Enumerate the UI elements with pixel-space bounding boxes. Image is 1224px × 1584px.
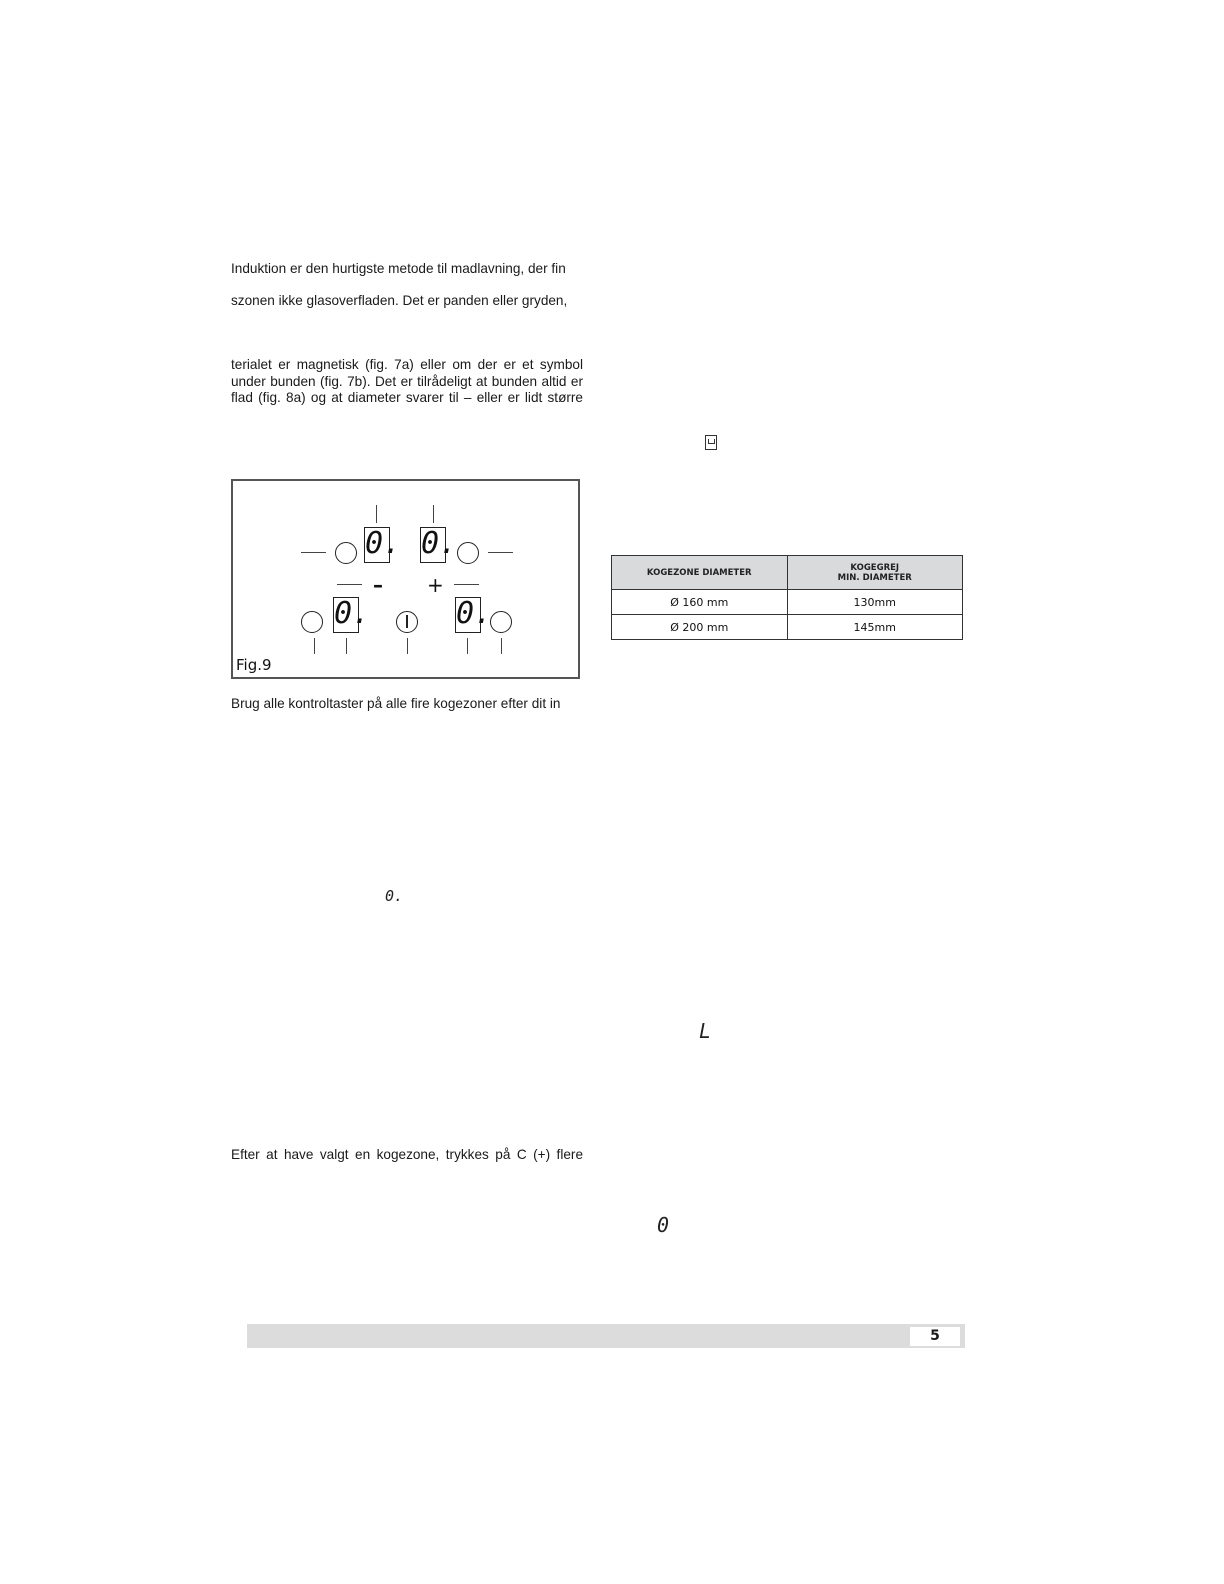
display-l-glyph: L	[699, 1019, 712, 1043]
table-cell: 145mm	[787, 615, 963, 640]
leader-line	[488, 552, 513, 553]
leader-line	[337, 584, 362, 585]
table-header-line: KOGEGREJ	[850, 562, 900, 573]
table-header-line: MIN. DIAMETER	[837, 572, 912, 583]
display-zero-glyph: 0	[657, 1213, 670, 1237]
zone-display: 0.	[365, 526, 402, 561]
leader-line	[376, 505, 377, 523]
leader-line	[433, 505, 434, 523]
paragraph-line: flad (fig. 8a) og at diameter svarer til – eller er lidt større	[231, 390, 583, 405]
leader-line	[314, 638, 315, 654]
paragraph-line: terialet er magnetisk (fig. 7a) eller om der er et symbol	[231, 357, 583, 372]
minus-icon: –	[373, 573, 383, 597]
cookware-diameter-table	[611, 555, 963, 640]
pan-detected-icon	[705, 435, 717, 450]
zone-select-button-icon	[335, 542, 357, 564]
table-cell: Ø 160 mm	[612, 590, 788, 615]
zone-display: 0.	[456, 596, 493, 631]
paragraph-line: Brug alle kontroltaster på alle fire kogezoner efter dit in	[231, 696, 561, 711]
zone-display: 0.	[421, 526, 458, 561]
table-cell: 130mm	[787, 590, 963, 615]
footer-bar	[247, 1324, 965, 1348]
page-number: 5	[910, 1327, 960, 1346]
plus-icon: +	[427, 573, 444, 597]
zone-select-button-icon	[301, 611, 323, 633]
leader-line	[501, 638, 502, 654]
leader-line	[454, 584, 479, 585]
table-header: KOGEZONE DIAMETER	[612, 556, 788, 590]
table-header	[787, 556, 963, 590]
leader-line	[407, 638, 408, 654]
display-zero-dot-glyph: 0.	[385, 887, 404, 905]
zone-select-button-icon	[490, 611, 512, 633]
paragraph-line: szonen ikke glasoverfladen. Det er panden eller gryden,	[231, 293, 568, 308]
zone-display: 0.	[334, 596, 371, 631]
table-row	[612, 615, 963, 640]
power-icon	[396, 611, 418, 633]
zone-select-button-icon	[457, 542, 479, 564]
paragraph-line: Efter at have valgt en kogezone, trykkes på C (+) flere	[231, 1147, 583, 1162]
table-cell: Ø 200 mm	[612, 615, 788, 640]
figure-caption: Fig.9	[236, 656, 272, 674]
leader-line	[346, 638, 347, 654]
paragraph-line: under bunden (fig. 7b). Det er tilrådeligt at bunden altid er	[231, 374, 583, 389]
leader-line	[467, 638, 468, 654]
paragraph-line: Induktion er den hurtigste metode til madlavning, der fin	[231, 261, 566, 276]
leader-line	[301, 552, 326, 553]
control-panel-figure	[231, 479, 580, 679]
table-row	[612, 590, 963, 615]
